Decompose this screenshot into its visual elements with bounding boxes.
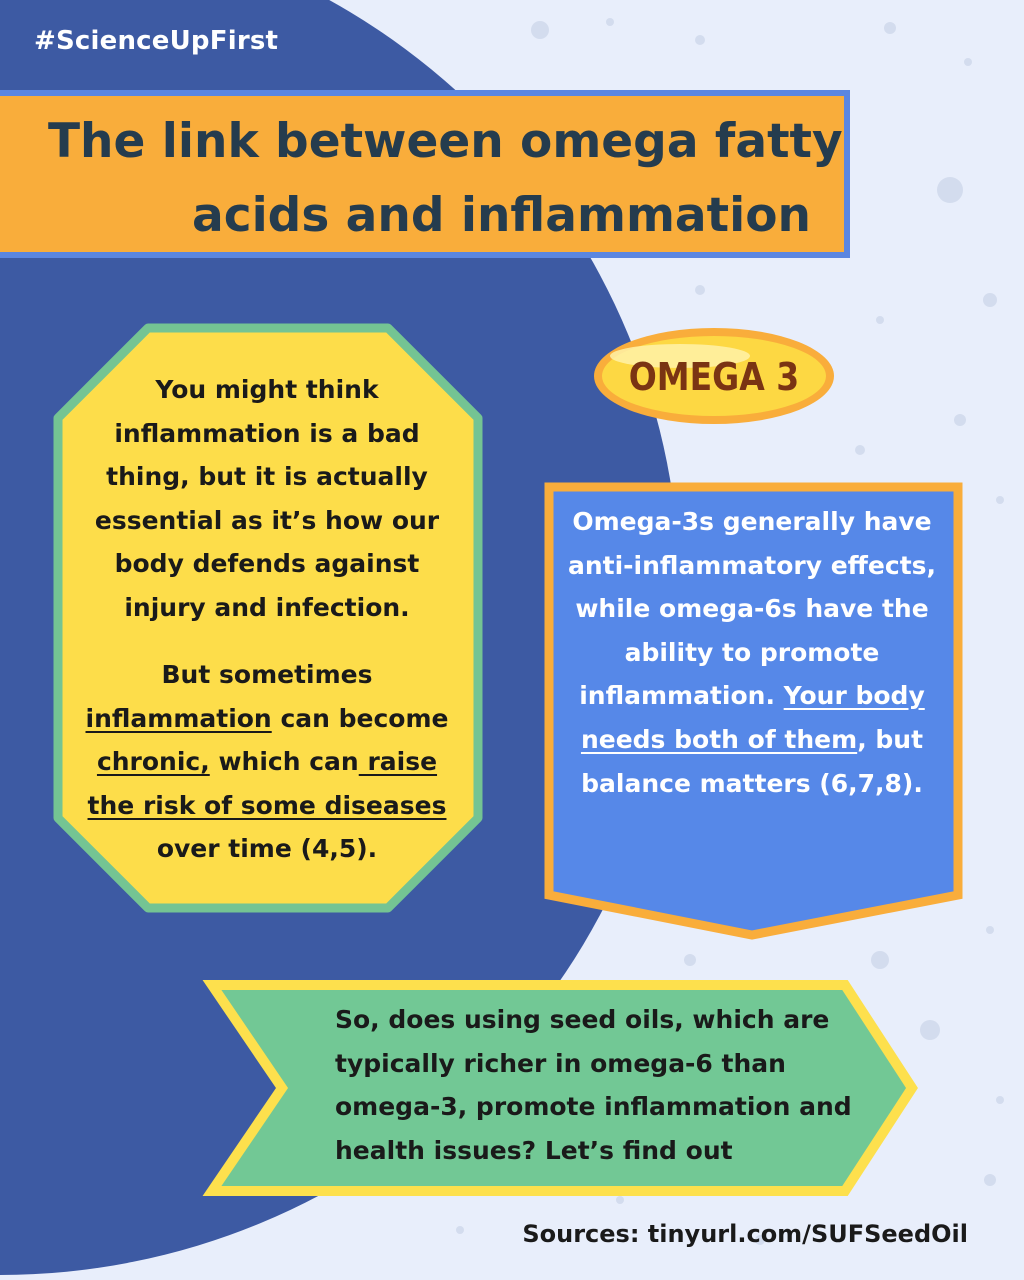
octagon-paragraph-1: You might think inflammation is a bad thing, but it is actually essential as it’s how our body defends against injury and infection. [94,375,440,622]
text-segment: over time (4,5). [156,834,378,863]
underlined-inflammation: inflammation [85,703,272,733]
text-segment: which can [209,747,359,776]
title-line-2: acids and inflammation [192,188,811,243]
octagon-text [72,368,462,871]
underlined-chronic: chronic, [96,747,210,776]
sources-link[interactable]: Sources: tinyurl.com/SUFSeedOil [522,1220,968,1248]
text-segment: , but balance matters (6,7,8). [581,724,924,798]
text-segment: Omega-3s generally have anti-inflammatory effects, while omega-6s have the ability to promote inflammation. [567,507,937,711]
arrow-text: So, does using seed oils, which are typically richer in omega-6 than omega-3, promote inflammation and health issues? Let’s find out [335,1005,852,1165]
underlined-disease-risk: raise the risk of some diseases [87,747,447,820]
octagon-paragraph-2 [72,653,462,871]
title-banner [0,90,850,258]
omega3-pill-label: OMEGA 3 [628,353,800,399]
title-line-1: The link between omega fatty [48,114,843,169]
underlined-body-needs-both: Your body needs both of them [580,681,925,754]
text-segment: But sometimes [161,660,373,689]
shield-text [566,500,938,805]
text-segment: can become [271,703,449,733]
hashtag: #ScienceUpFirst [34,26,279,56]
